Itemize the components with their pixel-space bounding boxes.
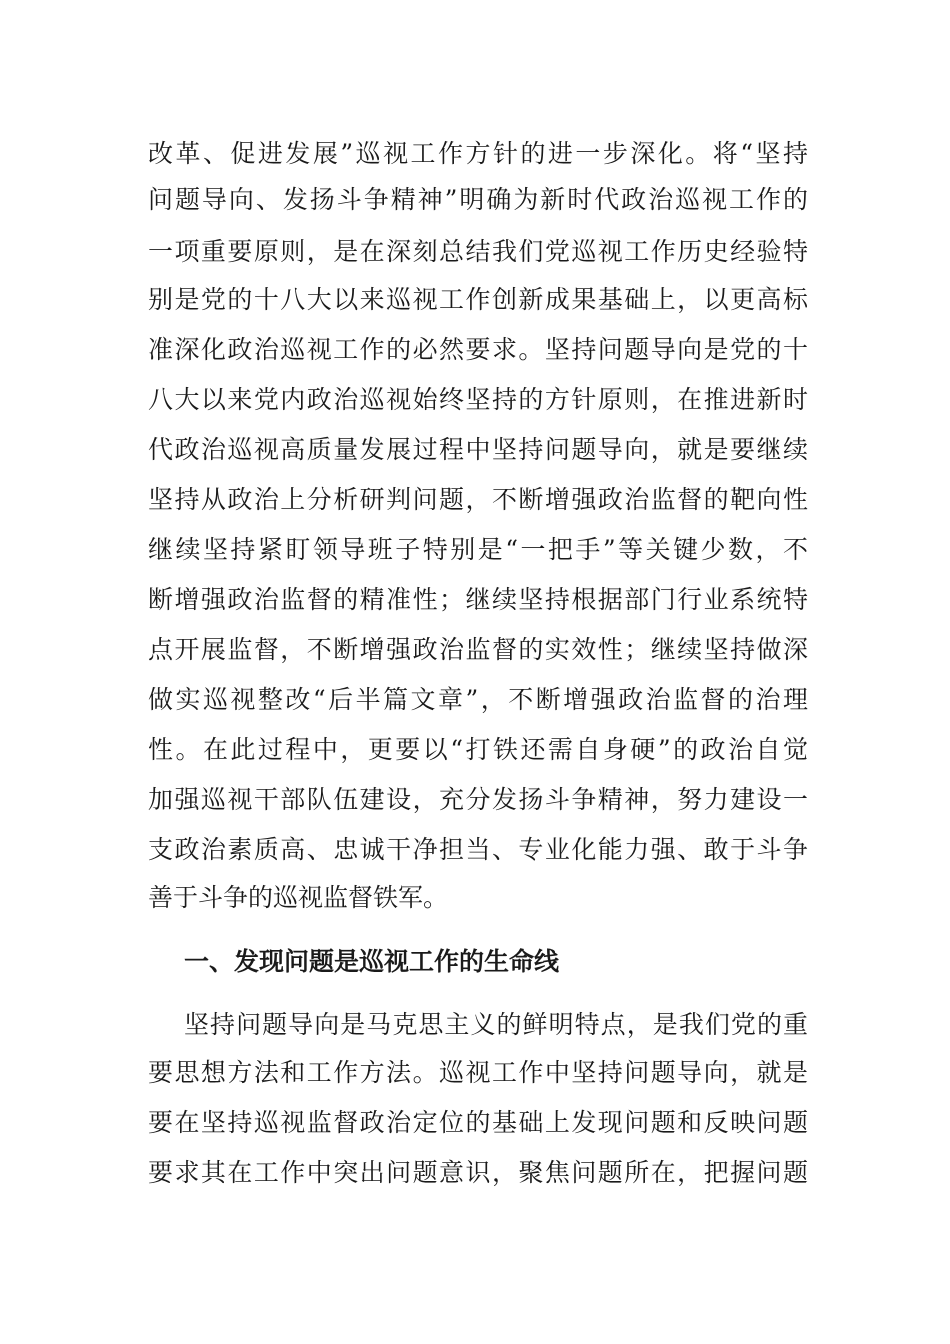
paragraph-1-line-16: 善于斗争的巡视监督铁军。	[148, 883, 449, 912]
section-heading: 一、发现问题是巡视工作的生命线	[184, 947, 560, 976]
paragraph-2-line-1: 坚持问题导向是马克思主义的鲜明特点，是我们党的重	[184, 1010, 808, 1039]
paragraph-2-line-3: 要在坚持巡视监督政治定位的基础上发现问题和反映问题	[148, 1108, 808, 1137]
paragraph-1-line-2: 问题导向、发扬斗争精神”明确为新时代政治巡视工作的	[148, 185, 808, 214]
paragraph-1-line-3: 一项重要原则，是在深刻总结我们党巡视工作历史经验特	[148, 237, 808, 266]
paragraph-1-line-1: 改革、促进发展”巡视工作方针的进一步深化。将“坚持	[148, 139, 808, 168]
paragraph-1-line-9: 继续坚持紧盯领导班子特别是“一把手”等关键少数，不	[148, 535, 808, 564]
paragraph-1-line-13: 性。在此过程中，更要以“打铁还需自身硬”的政治自觉	[148, 735, 808, 764]
paragraph-1-line-4: 别是党的十八大以来巡视工作创新成果基础上，以更高标	[148, 285, 808, 314]
paragraph-1-line-11: 点开展监督，不断增强政治监督的实效性；继续坚持做深	[148, 635, 808, 664]
paragraph-1-line-12: 做实巡视整改“后半篇文章”，不断增强政治监督的治理	[148, 685, 808, 714]
paragraph-1-line-15: 支政治素质高、忠诚干净担当、专业化能力强、敢于斗争	[148, 835, 808, 864]
paragraph-1-line-5: 准深化政治巡视工作的必然要求。坚持问题导向是党的十	[148, 335, 808, 364]
paragraph-1-line-6: 八大以来党内政治巡视始终坚持的方针原则，在推进新时	[148, 385, 808, 414]
paragraph-2-line-4: 要求其在工作中突出问题意识，聚焦问题所在，把握问题	[148, 1158, 808, 1187]
paragraph-1-line-10: 断增强政治监督的精准性；继续坚持根据部门行业系统特	[148, 585, 808, 614]
paragraph-1-line-8: 坚持从政治上分析研判问题，不断增强政治监督的靶向性	[148, 485, 808, 514]
paragraph-2-line-2: 要思想方法和工作方法。巡视工作中坚持问题导向，就是	[148, 1058, 808, 1087]
paragraph-1-line-14: 加强巡视干部队伍建设，充分发扬斗争精神，努力建设一	[148, 785, 808, 814]
paragraph-1-line-7: 代政治巡视高质量发展过程中坚持问题导向，就是要继续	[148, 435, 808, 464]
